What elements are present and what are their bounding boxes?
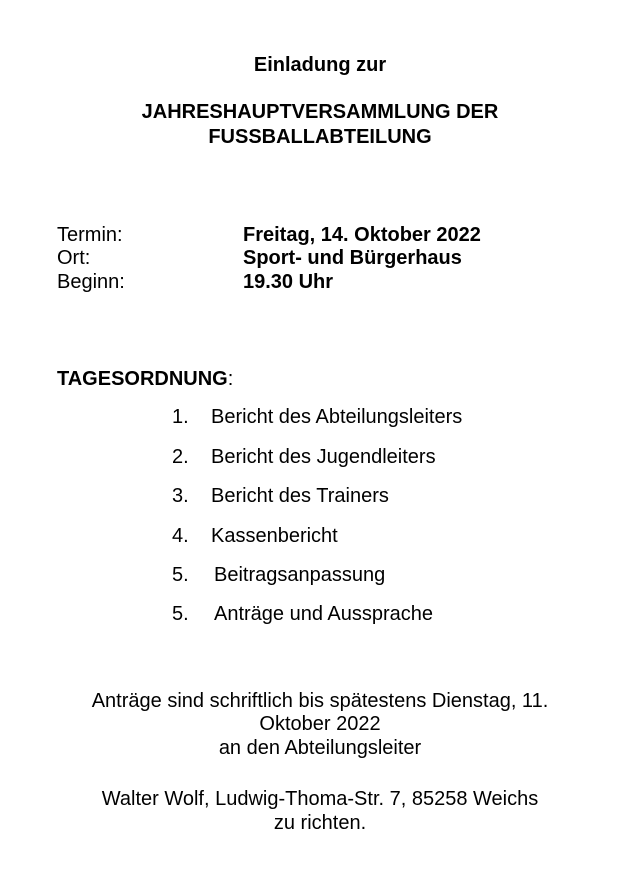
agenda-heading-text: TAGESORDNUNG <box>57 368 228 390</box>
detail-label: Termin: <box>57 224 123 246</box>
detail-value: 19.30 Uhr <box>243 271 334 293</box>
agenda-item-text: Bericht des Jugendleiters <box>211 446 436 468</box>
agenda-heading <box>57 367 233 391</box>
agenda-item-text: Bericht des Trainers <box>211 485 389 507</box>
agenda-item-number: 5. <box>172 564 189 586</box>
agenda-item-number: 3. <box>172 485 189 507</box>
title-line-2: FUSSBALLABTEILUNG <box>208 126 432 148</box>
agenda-item-text: Anträge und Aussprache <box>214 603 434 625</box>
intro-line: Einladung zur <box>253 54 387 76</box>
agenda-item-number: 1. <box>172 406 189 428</box>
agenda-item-text: Kassenbericht <box>211 525 338 547</box>
agenda-item-text: Bericht des Abteilungsleiters <box>211 406 463 428</box>
footer-line-5: zu richten. <box>273 812 367 834</box>
title-line-1: JAHRESHAUPTVERSAMMLUNG DER <box>141 101 499 123</box>
agenda-item-number: 4. <box>172 525 189 547</box>
agenda-heading-colon: : <box>227 368 234 390</box>
detail-value: Freitag, 14. Oktober 2022 <box>243 224 481 246</box>
footer-line-3: an den Abteilungsleiter <box>218 737 422 759</box>
detail-value: Sport- und Bürgerhaus <box>243 247 462 269</box>
agenda-item-text: Beitragsanpassung <box>214 564 386 586</box>
footer-line-4: Walter Wolf, Ludwig-Thoma-Str. 7, 85258 Weichs <box>101 788 539 810</box>
footer-line-2: Oktober 2022 <box>259 713 381 735</box>
agenda-item-number: 5. <box>172 603 189 625</box>
detail-label: Ort: <box>57 247 91 269</box>
footer-line-1: Anträge sind schriftlich bis spätestens Dienstag, 11. <box>91 690 549 712</box>
detail-label: Beginn: <box>57 271 125 293</box>
agenda-item-number: 2. <box>172 446 189 468</box>
